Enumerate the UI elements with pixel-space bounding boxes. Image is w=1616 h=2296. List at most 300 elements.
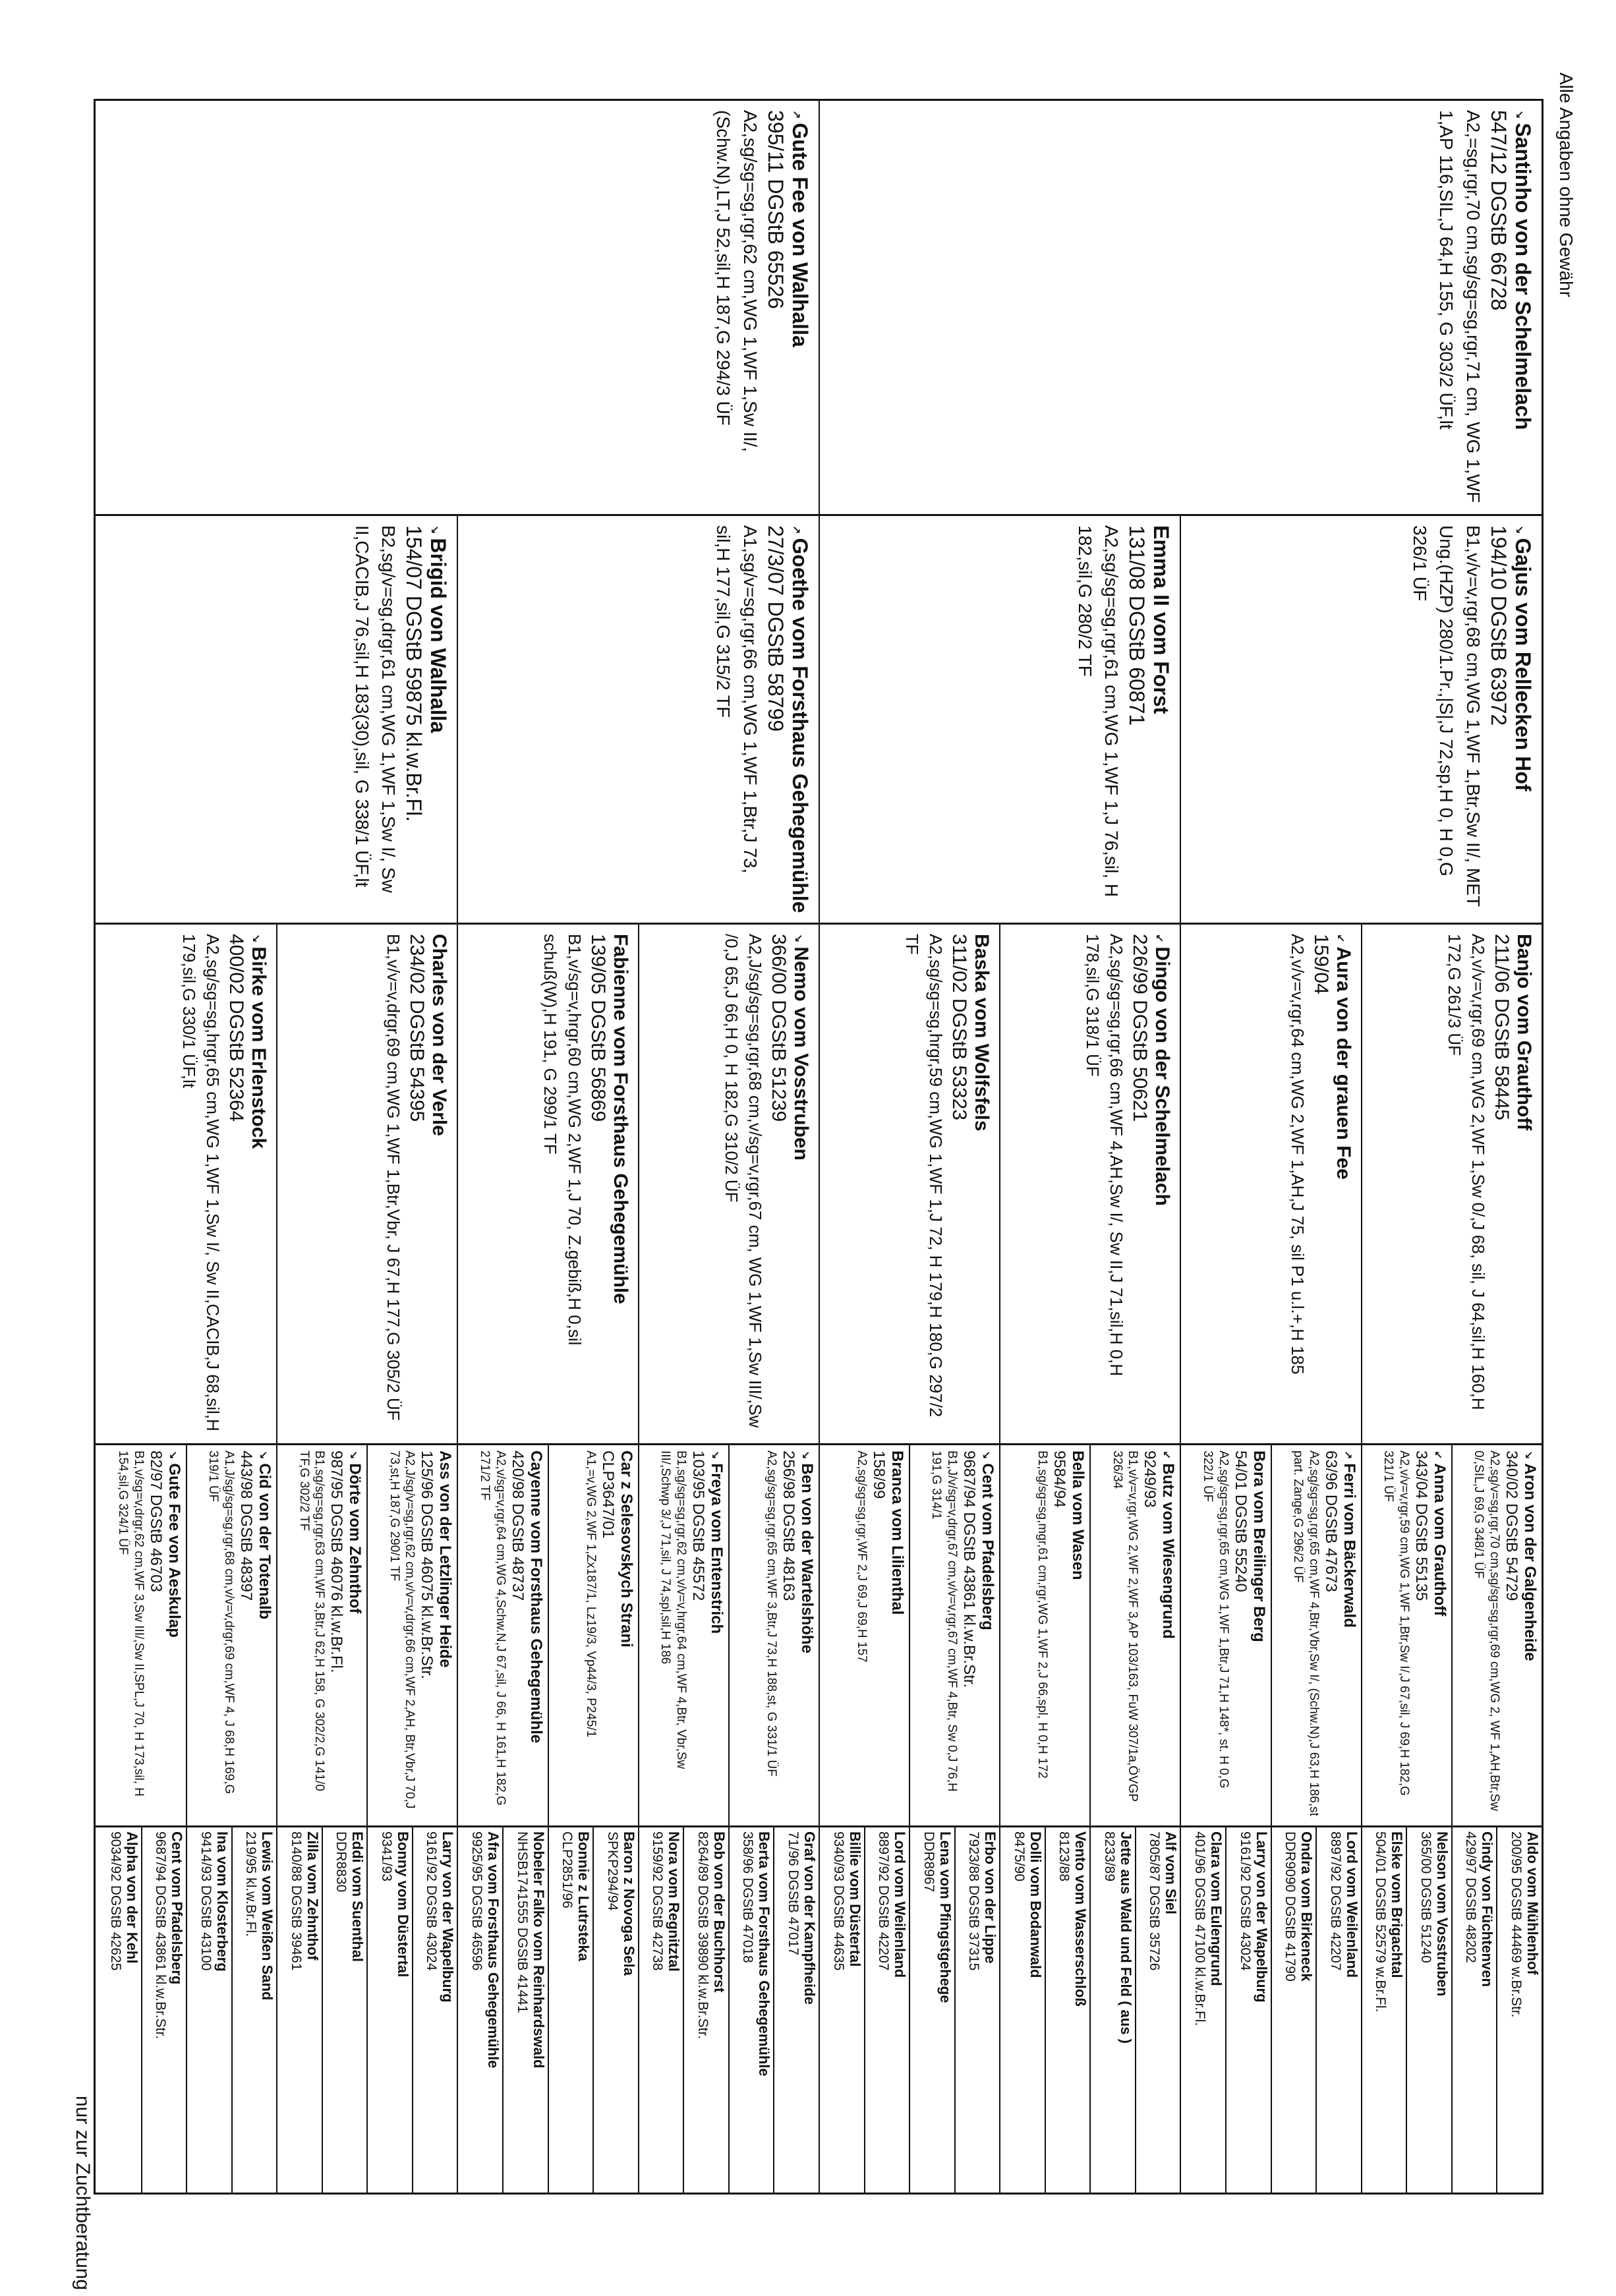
entry-heading [891,1831,908,2189]
registration-number: 340/02 DGStB 54729 [1503,1450,1520,1601]
pedigree-entry [1180,1827,1226,2193]
sex-mark-icon: ↗ [790,110,801,119]
pedigree-entry [231,1827,277,2193]
registration-number: 9249/93 [1141,1450,1159,1508]
registration-number: 311/02 DGStB 53323 [948,934,971,1120]
dog-name: Bella vom Wasen [1069,1450,1087,1580]
generation-5-column [96,1827,1542,2193]
dog-name: Cent vom Pfadelsberg [979,1463,997,1630]
entry-heading [846,1831,863,2189]
registration-number: NHSB1741555 DGStB 41441 [514,1831,530,2013]
pedigree-entry [954,1827,1000,2193]
dog-name: Aldo vom Mühlenhof [1524,1831,1541,1975]
registration-number: 400/02 DGStB 52364 [225,934,248,1122]
pedigree-entry [548,1445,638,1825]
registration-number: CLP3647/01 [598,1450,617,1539]
dog-name: Charles von der Verle [428,934,451,1136]
dog-name: Lena vom Pfingstgehege [937,1831,954,2003]
entry-heading [214,1831,231,2189]
entry-heading [1340,1450,1358,1820]
entry-heading [1207,1831,1225,2189]
evaluation-details: A1,=v,WG 2,WF 1,Zx187/1, Lz19/3, Vp44/3, P245/1 [583,1450,598,1738]
registration-number: 8897/92 DGStB 42207 [1327,1831,1343,1971]
pedigree-entry [773,1827,819,2193]
sex-mark-icon: ↙ [1161,1450,1172,1460]
entry-heading [168,1831,185,2189]
evaluation-details: A2,v/v=v,rgr,69 cm,WG 2,WF 1,Sw 0/,J 68, sil, J 64,sil,H 160,H 172,G 261/3 ÜF [1444,934,1488,1410]
entry-heading [1520,1450,1539,1820]
registration-number: 256/98 DGStB 48163 [780,1450,797,1601]
dog-name: Bora vom Breilinger Berg [1250,1450,1268,1642]
entry-heading [304,1831,321,2189]
dog-name: Butz vom Wiesengrund [1159,1463,1178,1639]
pedigree-entry [1180,925,1361,1443]
evaluation-details: B2,sg/v=sg,drgr,61 cm,WG 1,WF 1,Sw I/, Sw II,CACIB,J 76,sil,H 183(30),sil, G 338/1 ÜF,lt [351,525,399,893]
pedigree-entry [141,1827,187,2193]
dog-name: Nemo vom Vosstruben [790,946,812,1161]
entry-heading [1478,1831,1495,2189]
evaluation-details: A2,v/v=v,rgr,64 cm,WG 2,WF 1,AH,J 75, sil P1 u.l.+,H 185 [1287,934,1308,1375]
registration-number: 401/96 DGStB 47100 kl.w.Br.Fl. [1192,1831,1208,2026]
dog-name: Ben von der Wartelshöhe [798,1463,816,1653]
dog-name: Graf von der Kampfheide [801,1831,818,2005]
registration-number: 9341/93 [378,1831,394,1881]
entry-heading [1072,1831,1089,2189]
dog-name: Banjo vom Grauthoff [1513,934,1535,1131]
registration-number: 219/95 kl.w.Br.Fl. [243,1831,259,1937]
generation-2-column [96,516,1542,925]
entry-heading [970,934,993,1434]
dog-name: Dolli vom Bodanwald [1027,1831,1044,1978]
evaluation-details: A2,sg/sg=sg,rgr,61 cm,WG 1,WF 1,J 76,sil, H 182,sil,G 280/2 TF [1074,525,1122,898]
registration-number: 71/96 DGStB 47017 [786,1831,801,1955]
pedigree-entry [819,1445,909,1825]
registration-number: 54/01 DGStB 55240 [1231,1450,1250,1592]
evaluation-details: B1,v/sg=v,hrgr,60 cm,WG 2,WF 1,J 70, Z.gebiß,H 0,sil schuß(W),H 191, G 299/1 TF [540,934,585,1346]
registration-number: 9687/94 DGStB 43861 kl.w.Br.Str. [153,1831,169,2040]
generation-1-column [96,101,1542,516]
evaluation-details: B1,sg/sg=sg,mgr,61 cm,rgr,WG 1,WF 2,J 66,spl, H 0,H 172 [1035,1450,1050,1779]
registration-number: 8140/88 DGStB 39461 [288,1831,304,1971]
dog-name: Santinho von der Schelmelach [1511,123,1535,430]
registration-number: 8475/90 [1011,1831,1027,1881]
registration-number: CLP2851/96 [560,1831,575,1909]
entry-heading [247,934,270,1434]
dog-name: Eddi vom Suenthal [349,1831,366,1963]
entry-heading [790,934,812,1434]
dog-name: Bonnie z Lutrsteka [575,1831,592,1961]
sex-mark-icon: ↘ [257,1450,269,1460]
pedigree-entry [1496,1827,1542,2193]
dog-name: Branca vom Lilienthal [888,1450,907,1615]
entry-heading [788,110,812,505]
generation-3-column [96,925,1542,1445]
pedigree-entry [96,925,276,1443]
entry-heading [1524,1831,1541,2189]
dog-name: Lord vom Weilenland [1343,1831,1360,1978]
entry-heading [937,1831,954,2189]
dog-name: Dörte vom Zehnthof [346,1463,364,1614]
registration-number: 547/12 DGStB 66728 [1487,110,1511,311]
registration-number: DDR8830 [333,1831,349,1893]
dog-name: Elske vom Brigachtal [1389,1831,1406,1978]
dog-name: Nobeler Falko vom Reinhardswald [530,1831,547,2069]
dog-name: Zilla vom Zehnthof [304,1831,321,1961]
registration-number: 9161/92 DGStB 43024 [424,1831,440,1971]
registration-number: 63/96 DGStB 47673 [1321,1450,1340,1592]
entry-heading [1430,1450,1449,1820]
entry-heading [1149,525,1174,913]
registration-number: 443/98 DGStB 48397 [237,1450,256,1601]
sex-mark-icon: ↘ [1513,525,1524,534]
evaluation-details: A2,sg/sg=sg,hrgr,65 cm,WG 1,WF 1,Sw I/, Sw II,CACIB,J 68,sil,H 179,sil,G 330/1 ÜF,lt [179,934,223,1431]
evaluation-details: A2,v/sg=v,rgr,64 cm,WG 4,Schw.N,J 67,sil, J 66, H 161,H 182,G 271/2 TF [477,1450,507,1806]
pedigree-entry [638,1827,683,2193]
entry-heading [609,934,631,1434]
entry-heading [1298,1831,1315,2189]
pedigree-entry [909,1445,999,1825]
evaluation-details: A1,sg/v=sg,rgr,66 cm,WG 1,WF 1,Btr,J 73, sil,H 177,sil,G 315/2 TF [713,525,761,874]
registration-number: 9159/92 DGStB 42738 [650,1831,666,1971]
evaluation-details: B1,sg/sg=sg,rgr,63 cm,WF 3,Btr,J 62,H 158, G 302/2,G 141/0 TF,G 302/2 TF [297,1450,327,1791]
entry-heading [710,1831,728,2189]
pedigree-entry [592,1827,638,2193]
pedigree-entry [276,1445,366,1825]
registration-number: 9687/94 DGStB 43861 kl.w.Br.Str. [960,1450,979,1688]
sex-mark-icon: ↙ [1153,934,1165,943]
registration-number: 194/10 DGStB 63972 [1487,525,1511,726]
registration-number: 8233/89 [1101,1831,1117,1881]
pedigree-entry [638,1445,728,1825]
registration-number: 9340/93 DGStB 44635 [830,1831,846,1971]
sex-mark-icon: ↗ [1341,1450,1353,1460]
dog-name: Erbo von der Lippe [982,1831,999,1964]
pedigree-entry [999,1827,1045,2193]
entry-heading [527,1450,545,1820]
pedigree-table [94,99,1544,2195]
registration-number: 226/99 DGStB 50621 [1129,934,1151,1122]
pedigree-entry [1089,1445,1180,1825]
entry-heading [801,1831,818,2189]
evaluation-details: B1,v/v=v,drgr,69 cm,WG 1,WF 1,Btr,Vbr, J 67,H 177,G 305/2 ÜF [384,934,404,1421]
dog-name: Brigid von Walhalla [426,538,451,733]
sex-mark-icon: ↘ [799,1450,811,1460]
dog-name: Fabienne vom Forsthaus Gehegemühle [609,934,631,1304]
pedigree-entry [1180,1445,1271,1825]
entry-heading [1332,934,1354,1434]
pedigree-entry [999,925,1180,1443]
dog-name: Lord vom Weilenland [892,1831,909,1978]
pedigree-entry [1451,1827,1497,2193]
pedigree-entry [819,101,1542,514]
evaluation-details: A2,sg/sg=sg,rgr,65 cm,WF 3,Btr,J 73,H 188,st, G 331/1 ÜF [765,1450,778,1777]
registration-number: 7805/87 DGStB 35726 [1147,1831,1163,1971]
registration-number: 8123/88 [1056,1831,1072,1881]
sex-mark-icon: ↘ [250,934,262,943]
registration-number: DDR9090 DGStB 41790 [1283,1831,1298,1982]
entry-heading [426,525,451,913]
registration-number: 987/95 DGStB 46076 kl.w.Br.Fl. [328,1450,346,1673]
entry-heading [788,525,812,913]
evaluation-details: A2,sg/v=sg,rgr,70 cm,sg/sg=sg,rgr,69 cm,WG 2, WF 1,AH,Btr,Sw 0/,SIL,J 69,G 348/1 ÜF [1472,1450,1501,1811]
dog-name: Clara vom Eulengrund [1208,1831,1225,1986]
dog-name: Vento vom Wasserschloß [1072,1831,1089,2007]
registration-number: 395/11 DGStB 65526 [764,110,788,309]
evaluation-details: A2,sg/sg=sg,rgr,66 cm,WF 4,AH,Sw I/, Sw II,J 71,sil,H 0,H 178,sil,G 318/1 ÜF [1083,934,1127,1377]
pedigree-entry [96,516,457,923]
entry-heading [123,1831,140,2189]
dog-name: Bob von der Buchhorst [710,1831,728,1993]
registration-number: 9584/94 [1051,1450,1069,1508]
entry-heading [255,1450,274,1820]
dog-name: Bonny vom Düstertal [394,1831,411,1978]
entry-heading [1513,934,1535,1434]
pedigree-entry [457,1827,503,2193]
pedigree-entry [1406,1827,1451,2193]
entry-heading [440,1831,457,2189]
evaluation-details: A2,sg/sg=sg,rgr,WF 2,J 69,J 69,H 157 [855,1450,869,1663]
entry-heading [888,1450,906,1820]
pedigree-entry [683,1827,728,2193]
dog-name: Car z Selesovskych Strani [617,1450,635,1648]
evaluation-details: B1,v/v=v,rgr,68 cm,WG 1,WF 1,Btr,Sw II/, MET Ung.(HZP) 280/1.Pr.,|S|,J 72,sp,H 0, H 0,G 326/1 ÜF [1409,525,1484,907]
entry-heading [1433,1831,1451,2189]
pedigree-entry [457,925,638,1443]
entry-heading [349,1831,366,2189]
pedigree-entry [502,1827,548,2193]
dog-name: Baska vom Wolfsfels [971,934,993,1132]
dog-name: Ina vom Klosterberg [214,1831,231,1972]
pedigree-entry [1361,925,1542,1443]
entry-heading [617,1450,635,1820]
registration-number: 154/07 DGStB 59875 kl.w.Br.Fl. [402,525,426,822]
registration-number: 429/97 DGStB 48202 [1463,1831,1479,1963]
evaluation-details: A2,v/v=v,rgr,59 cm,WG 1,WF 1,Btr,Sw I/,J 67,sil, J 69,H 182,G 321/1 ÜF [1381,1450,1411,1796]
entry-heading [484,1831,502,2189]
dog-name: Alf vom Siel [1163,1831,1180,1914]
registration-number: 420/98 DGStB 48737 [508,1450,527,1601]
entry-heading [1163,1831,1180,2189]
registration-number: SPKP294/94 [604,1831,620,1911]
registration-number: DDR8967 [921,1831,937,1893]
dog-name: Cent vom Pfadelsberg [169,1831,186,1985]
dog-name: Ferri vom Bäckerwald [1340,1463,1358,1628]
entry-heading [1343,1831,1360,2189]
evaluation-details: B1,sg/sg=sg,rgr,62 cm,v/v=v,hrgr,64 cm,WF 4,Btr, Vbr,Sw III/,Schwp 3/,J 71,sil, J 74,spl,sil,H 186 [658,1450,688,1769]
entry-heading [1250,1450,1268,1820]
registration-number: 82/97 DGStB 46703 [147,1450,165,1592]
generation-4-column [96,1445,1542,1827]
evaluation-details: B1,v/v=v,rgr,WG 2,WF 2,WF 3,AP 103/163, FuW 307/1a,ÖVGP 326/34 [1110,1450,1140,1802]
pedigree-entry [96,1827,141,2193]
evaluation-details: A2,=sg,rgr,70 cm,sg/sg=sg,rgr,71 cm, WG 1,WF 1,AP 116,SIL,J 64,H 155, G 303/2 ÜF,lt [1436,110,1484,503]
evaluation-details: A2,J/sg/sg=sg,rgr,68 cm,v/sg=v,rgr,67 cm, WG 1,WF 1,Sw III/,Sw /0,J 65,J 66,H 0, H 182,G 310/2 ÜF [721,934,765,1428]
dog-name: Emma II vom Forst [1149,525,1174,714]
dog-name: Goethe vom Forsthaus Gehegemühle [788,538,812,913]
entry-heading [978,1450,996,1820]
pedigree-entry [96,1445,186,1825]
dog-name: Larry von der Wapelburg [1253,1831,1270,2003]
dog-name: Baron z Novoga Sela [620,1831,637,1976]
sex-mark-icon: ↘ [708,1450,720,1460]
pedigree-entry [728,1445,819,1825]
pedigree-entry [1089,1827,1135,2193]
sex-mark-icon: ↘ [428,525,440,534]
entry-heading [165,1450,183,1820]
pedigree-entry [457,1445,548,1825]
entry-heading [1117,1831,1134,2189]
entry-heading [665,1831,682,2189]
pedigree-entry [186,1827,231,2193]
dog-name: Aura von der grauen Fee [1332,946,1354,1180]
pedigree-entry [1315,1827,1361,2193]
dog-name: Ondra vom Birkeneck [1298,1831,1315,1982]
registration-number: 9034/92 DGStB 42625 [107,1831,123,1971]
evaluation-details: B1,J/v/sg=v,drgr,67 cm,v/v=v,rgr,67 cm,WF 4,Btr, Sw 0,J 76,H 191,G 314/1 [929,1450,960,1792]
pedigree-entry [457,516,819,923]
pedigree-entry [1361,1827,1406,2193]
pedigree-entry [548,1827,593,2193]
pedigree-entry [728,1827,774,2193]
pedigree-entry [819,1827,864,2193]
evaluation-details: A2,sg/sg=sg,rgr,62 cm,WG 1,WF 1,Sw II/,(Schw.N),LT,J 52,sil,H 187,G 294/3 ÜF [713,110,761,452]
registration-number: 234/02 DGStB 54395 [406,934,428,1122]
pedigree-entry [1271,1827,1316,2193]
dog-name: Ass von der Letzlinger Heide [436,1450,455,1668]
breeding-advice-note: nur zur Zuchtberatung [72,2096,94,2291]
pedigree-entry [322,1827,367,2193]
entry-heading [1068,1450,1087,1820]
entry-heading [1511,110,1535,505]
entry-heading [258,1831,275,2189]
dog-name: Cayenne vom Forsthaus Gehegemühle [527,1450,545,1744]
registration-number: 8264/89 DGStB 39890 kl.w.Br.Str. [695,1831,710,2040]
dog-name: Nelson vom Vosstruben [1433,1831,1451,1997]
registration-number: 358/96 DGStB 47018 [740,1831,756,1963]
registration-number: 366/00 DGStB 51239 [768,934,790,1122]
sex-mark-icon: ↘ [347,1450,359,1460]
evaluation-details: B1,v/sg=v,drgr,62 cm,WF 3,Sw III/,Sw II,SPL,J 70, H 173,sil, H 154,sil,G 324/1 ÜF [116,1450,146,1796]
entry-heading [981,1831,998,2189]
dog-name: Gute Fee von Walhalla [788,123,812,347]
dog-name: Alpha von der Kehl [123,1831,140,1964]
registration-number: 9925/95 DGStB 46596 [469,1831,485,1971]
evaluation-details: A2,sg/sg=sg,rgr,65 cm,WF 4,Btr,Vbr,Sw I/, (Schw.N),J 63,H 186,st part. Zange,G 296/2 ÜF [1291,1450,1321,1816]
disclaimer-note: Alle Angaben ohne Gewähr [1556,72,1576,297]
entry-heading [1253,1831,1270,2189]
entry-heading [755,1831,772,2189]
registration-number: 131/08 DGStB 60871 [1125,525,1149,726]
dog-name: Billie vom Düstertal [846,1831,863,1967]
entry-heading [1027,1831,1044,2189]
entry-heading [428,934,451,1434]
entry-heading [1159,1450,1178,1820]
dog-name: Gute Fee von Aeskulap [165,1463,184,1638]
registration-number: 103/95 DGStB 45572 [689,1450,707,1601]
sex-mark-icon: ↘ [792,934,803,943]
pedigree-entry [1180,516,1542,923]
dog-name: Cindy von Füchtenven [1479,1831,1496,1987]
pedigree-entry [1451,1445,1542,1825]
entry-heading [345,1450,364,1820]
entry-heading [797,1450,816,1820]
sex-mark-icon: ↘ [1522,1450,1534,1460]
entry-heading [394,1831,411,2189]
registration-number: 504/01 DGStB 52579 w.Br.Fl. [1373,1831,1389,2013]
dog-name: Lewis vom Weißen Sand [259,1831,276,2001]
registration-number: 9414/93 DGStB 43100 [198,1831,214,1971]
registration-number: 343/04 DGStB 55135 [1412,1450,1430,1601]
pedigree-entry [909,1827,954,2193]
sex-mark-icon: ↘ [980,1450,992,1460]
pedigree-entry [1045,1827,1090,2193]
registration-number: 365/00 DGStB 51240 [1418,1831,1433,1963]
pedigree-entry [186,1445,276,1825]
pedigree-entry [276,1827,322,2193]
pedigree-entry [276,925,457,1443]
pedigree-entry [1271,1445,1361,1825]
entry-heading [1388,1831,1405,2189]
entry-heading [1511,525,1535,913]
dog-name: Berta vom Forsthaus Gehegemühle [756,1831,773,2077]
pedigree-entry [864,1827,909,2193]
evaluation-details: A2,sg/sg=sg,hrgr,59 cm,WG 1,WF 1,J 72, H 179,H 180,G 297/2 TF [902,934,946,1418]
dog-name: Cid von der Totenalb [256,1463,274,1620]
sex-mark-icon: ↙ [1431,1450,1443,1460]
registration-number: 139/05 DGStB 56869 [587,934,609,1122]
pedigree-entry [1135,1827,1180,2193]
sex-mark-icon: ↘ [1513,110,1524,119]
dog-name: Larry von der Wapelburg [440,1831,457,2003]
registration-number: 8897/92 DGStB 42207 [876,1831,892,1971]
registration-number: 9161/92 DGStB 43024 [1237,1831,1253,1971]
pedigree-entry [1225,1827,1271,2193]
dog-name: Dingo von der Schelmelach [1151,946,1174,1206]
registration-number: 211/06 DGStB 58445 [1491,934,1513,1120]
entry-heading [1151,934,1174,1434]
pedigree-entry [412,1827,457,2193]
pedigree-entry [638,925,819,1443]
sex-mark-icon: ↗ [790,525,801,534]
dog-name: Birke vom Erlenstock [248,946,270,1149]
pedigree-entry [999,1445,1089,1825]
dog-name: Jette aus Wald und Feld ( aus ) [1117,1831,1134,2044]
registration-number: 158/99 [870,1450,888,1499]
entry-heading [530,1831,547,2189]
dog-name: Afra vom Forsthaus Gehegemühle [485,1831,502,2069]
dog-name: Gajus vom Rellecken Hof [1511,538,1535,791]
evaluation-details: A2,sg/sg=sg,rgr,65 cm,WG 1,WF 1,Btr,J 71,H 148*, st. H 0,G 322/1 ÜF [1200,1450,1230,1789]
entry-heading [575,1831,592,2189]
registration-number: 159/04 [1310,934,1332,994]
evaluation-details: A1,J/sg/sg=sg,rgr,68 cm,v/v=v,drgr,69 cm,WF 4, J 68,H 169,G 319/1 ÜF [206,1450,237,1794]
pedigree-entry [1361,1445,1451,1825]
registration-number: 27/3/07 DGStB 58799 [764,525,788,732]
registration-number: 7923/88 DGStB 37315 [966,1831,982,1971]
pedigree-entry [366,1827,412,2193]
pedigree-entry [819,516,1180,923]
entry-heading [707,1450,726,1820]
entry-heading [620,1831,637,2189]
pedigree-entry [96,101,819,514]
dog-name: Freya vom Entenstrich [707,1463,726,1634]
sex-mark-icon: ↙ [1334,934,1346,943]
entry-heading [436,1450,455,1820]
dog-name: Anna vom Grauthoff [1430,1463,1449,1617]
dog-name: Nora vom Regnitztal [666,1831,683,1972]
registration-number: 200/95 DGStB 44469 w.Br.Str. [1509,1831,1524,2018]
sex-mark-icon: ↘ [167,1450,179,1460]
